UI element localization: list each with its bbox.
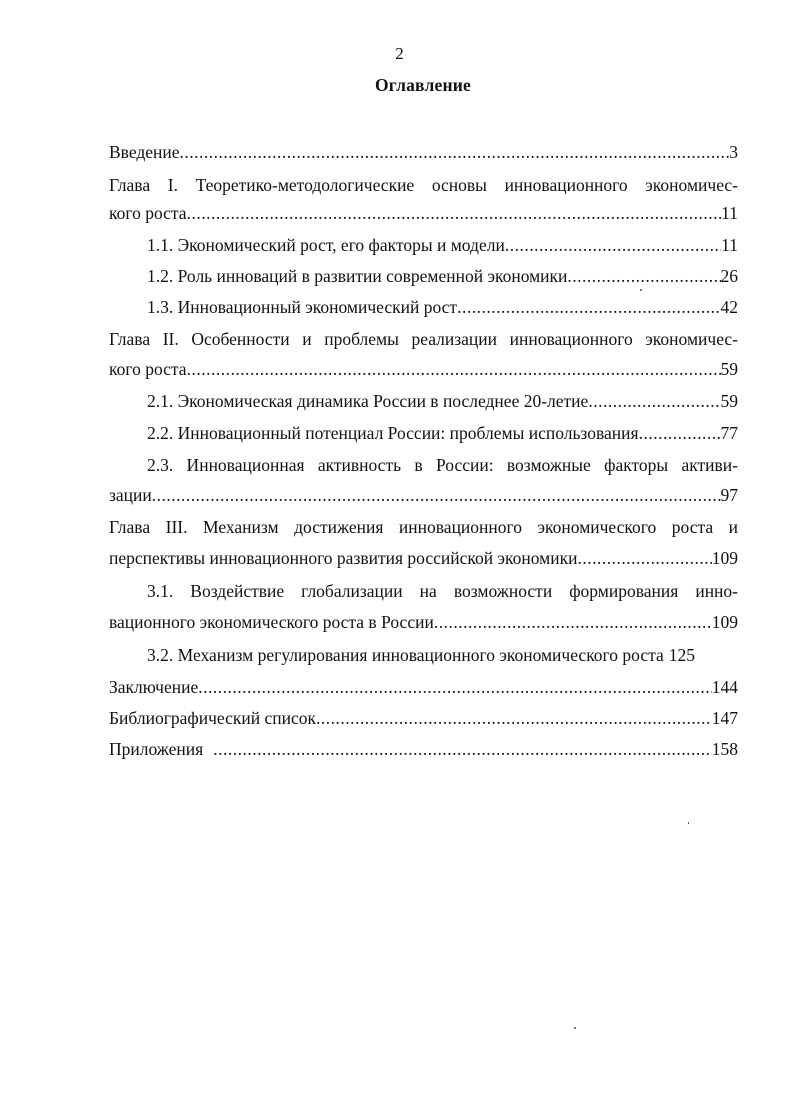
toc-entry-title: зации xyxy=(109,485,152,505)
toc-chapter-3-line1: Глава III. Механизм достижения инновационного экономического роста и xyxy=(109,517,738,537)
toc-entry-page: 77 xyxy=(720,423,738,443)
toc-entry-bibliography xyxy=(109,705,738,731)
toc-chapter-3-line2 xyxy=(109,545,738,571)
toc-leader-dots xyxy=(434,609,712,635)
toc-chapter-1-line1: Глава I. Теоретико-методологические основы инновационного экономичес- xyxy=(109,175,738,195)
toc-entry-conclusion xyxy=(109,674,738,700)
toc-section-2-2 xyxy=(147,420,738,446)
toc-section-1-3 xyxy=(147,294,738,320)
page-number: 2 xyxy=(395,44,404,63)
toc-entry-title: 3.2. Механизм регулирования инновационного экономического роста xyxy=(147,645,664,665)
toc-entry-title: перспективы инновационного развития российской экономики xyxy=(109,548,578,568)
scan-speck xyxy=(574,1027,576,1029)
toc-section-3-1-line2 xyxy=(109,609,738,635)
toc-leader-dots xyxy=(457,294,720,320)
toc-entry-title: кого роста xyxy=(109,203,187,223)
toc-section-3-1-line1: 3.1. Воздействие глобализации на возможности формирования инно- xyxy=(147,581,738,601)
toc-leader-dots xyxy=(505,232,721,258)
toc-leader-dots xyxy=(187,200,722,226)
toc-leader-dots xyxy=(198,674,712,700)
toc-section-2-1 xyxy=(147,388,738,414)
toc-entry-appendix xyxy=(109,736,738,762)
toc-entry-page: 147 xyxy=(711,708,738,728)
toc-entry-title: Заключение xyxy=(109,677,199,697)
toc-entry-page: 26 xyxy=(720,266,738,286)
toc-entry-page: 59 xyxy=(720,391,738,411)
toc-section-2-3-line1: 2.3. Инновационная активность в России: возможные факторы активи- xyxy=(147,455,738,475)
toc-heading: Оглавление xyxy=(375,75,471,95)
toc-entry-page: 11 xyxy=(721,235,738,255)
scan-speck xyxy=(688,822,689,824)
toc-entry-title: Библиографический список xyxy=(109,708,317,728)
toc-chapter-2-line1: Глава II. Особенности и проблемы реализации инновационного экономичес- xyxy=(109,329,738,349)
toc-entry-page: 3 xyxy=(729,142,738,162)
toc-leader-dots xyxy=(187,356,721,382)
toc-entry-page: 125 xyxy=(668,645,696,665)
toc-section-2-3-line2 xyxy=(109,482,738,508)
toc-chapter-1-line2 xyxy=(109,200,738,226)
toc-entry-page: 97 xyxy=(720,485,738,505)
toc-section-1-2 xyxy=(147,263,738,289)
toc-entry-page: 109 xyxy=(711,612,738,632)
toc-entry-title: 1.3. Инновационный экономический рост xyxy=(147,297,458,317)
toc-section-3-2 xyxy=(147,642,738,668)
toc-entry-page: 59 xyxy=(720,359,738,379)
toc-chapter-2-line2 xyxy=(109,356,738,382)
toc-leader-dots xyxy=(180,139,730,165)
toc-leader-dots xyxy=(577,545,711,571)
toc-leader-dots xyxy=(639,420,721,446)
scan-speck xyxy=(640,289,642,291)
toc-leader-dots xyxy=(152,482,721,508)
toc-entry-title: Введение xyxy=(109,142,180,162)
toc-entry-title: Приложения xyxy=(109,739,204,759)
toc-entry-title: кого роста xyxy=(109,359,187,379)
toc-entry-intro xyxy=(109,139,738,165)
toc-leader-dots xyxy=(588,388,720,414)
toc-entry-page: 109 xyxy=(711,548,738,568)
toc-entry-title: вационного экономического роста в России xyxy=(109,612,434,632)
toc-leader-dots xyxy=(567,263,720,289)
toc-leader-dots xyxy=(213,736,712,762)
toc-section-1-1 xyxy=(147,232,738,258)
toc-entry-title: 2.1. Экономическая динамика России в последнее 20-летие xyxy=(147,391,589,411)
toc-entry-title: 2.2. Инновационный потенциал России: проблемы использования xyxy=(147,423,639,443)
toc-entry-page: 144 xyxy=(711,677,738,697)
toc-entry-page: 42 xyxy=(720,297,738,317)
toc-leader-dots xyxy=(316,705,712,731)
toc-entry-title: 1.1. Экономический рост, его факторы и модели xyxy=(147,235,505,255)
toc-entry-page: 11 xyxy=(721,203,738,223)
toc-entry-title: 1.2. Роль инноваций в развитии современной экономики xyxy=(147,266,568,286)
toc-entry-page: 158 xyxy=(711,739,738,759)
